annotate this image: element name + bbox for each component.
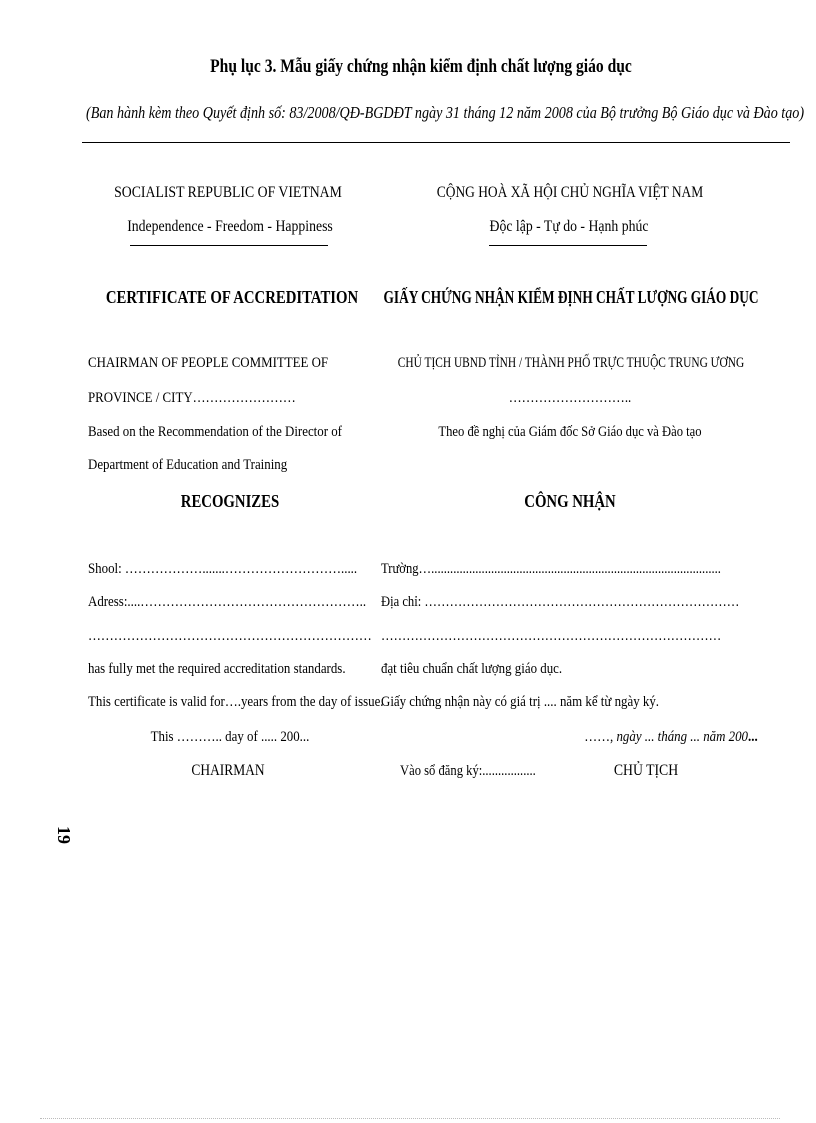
page-number: 19 [54, 826, 74, 844]
motto-en: Independence - Freedom - Happiness [127, 218, 333, 235]
address-field-en: Adress:....…………………………………………….. [88, 594, 367, 610]
validity-vi: Giấy chứng nhận này có giá trị .... năm kể từ ngày ký. [381, 694, 660, 710]
motto-vi-underline [489, 245, 647, 246]
issue-date-vi [585, 729, 758, 746]
bottom-edge-dots [40, 1118, 780, 1119]
issue-date-en: This ……….. day of ..... 200... [150, 729, 310, 745]
chairman-signature-en: CHAIRMAN [191, 762, 265, 779]
recommendation-vi: Theo đề nghị của Giám đốc Sở Giáo dục và Đào tạo [438, 424, 702, 440]
issue-date-vi-italic: ngày ... tháng ... năm 200 [613, 729, 749, 745]
school-field-vi: Trường…............................................................................................ [381, 561, 721, 577]
certificate-title-en: CERTIFICATE OF ACCREDITATION [105, 287, 359, 307]
appendix-title: Phụ lục 3. Mẫu giấy chứng nhận kiểm định chất lượng giáo dục [210, 56, 632, 77]
certificate-title-vi: GIẤY CHỨNG NHẬN KIỂM ĐỊNH CHẤT LƯỢNG GIÁO DỤC [383, 287, 759, 307]
chairman-signature-vi: CHỦ TỊCH [613, 762, 679, 779]
address-continued-vi: ……………………………………………………………………… [381, 628, 722, 644]
school-field-en: Shool: ……………….......………………………..... [88, 561, 358, 577]
recommendation-en-line2: Department of Education and Training [88, 457, 288, 473]
chairman-committee-vi: CHỦ TỊCH UBND TỈNH / THÀNH PHỐ TRỰC THUỘC TRUNG ƯƠNG [397, 355, 745, 371]
validity-en: This certificate is valid for….years from the day of issue. [88, 694, 384, 710]
issue-date-vi-bold: ... [748, 729, 758, 745]
motto-vi: Độc lập - Tự do - Hạnh phúc [489, 218, 649, 235]
province-city-en: PROVINCE / CITY…………………… [88, 390, 296, 406]
address-continued-en: ………………………………………………………… [88, 628, 372, 644]
province-city-vi: ……………………….. [508, 390, 632, 406]
address-field-vi: Địa chỉ: ………………………………………………………………… [381, 594, 740, 610]
motto-en-underline [130, 245, 328, 246]
standards-met-en: has fully met the required accreditation standards. [88, 661, 346, 677]
country-name-vi: CỘNG HOÀ XÃ HỘI CHỦ NGHĨA VIỆT NAM [436, 184, 704, 201]
recognizes-vi: CÔNG NHẬN [524, 491, 616, 511]
header-rule [82, 142, 790, 143]
recommendation-en-line1: Based on the Recommendation of the Director of [88, 424, 342, 440]
chairman-committee-en: CHAIRMAN OF PEOPLE COMMITTEE OF [88, 355, 329, 371]
decision-subtitle: (Ban hành kèm theo Quyết định số: 83/2008/QĐ-BGDĐT ngày 31 tháng 12 năm 2008 của Bộ trưởng Bộ Giáo dục và Đào tạo) [86, 103, 805, 122]
registration-vi: Vào sổ đăng ký:................. [400, 763, 536, 779]
country-name-en: SOCIALIST REPUBLIC OF VIETNAM [114, 184, 342, 201]
recognizes-en: RECOGNIZES [180, 491, 280, 511]
issue-date-vi-prefix: ……, [584, 729, 614, 745]
standards-met-vi: đạt tiêu chuẩn chất lượng giáo dục. [381, 661, 563, 677]
